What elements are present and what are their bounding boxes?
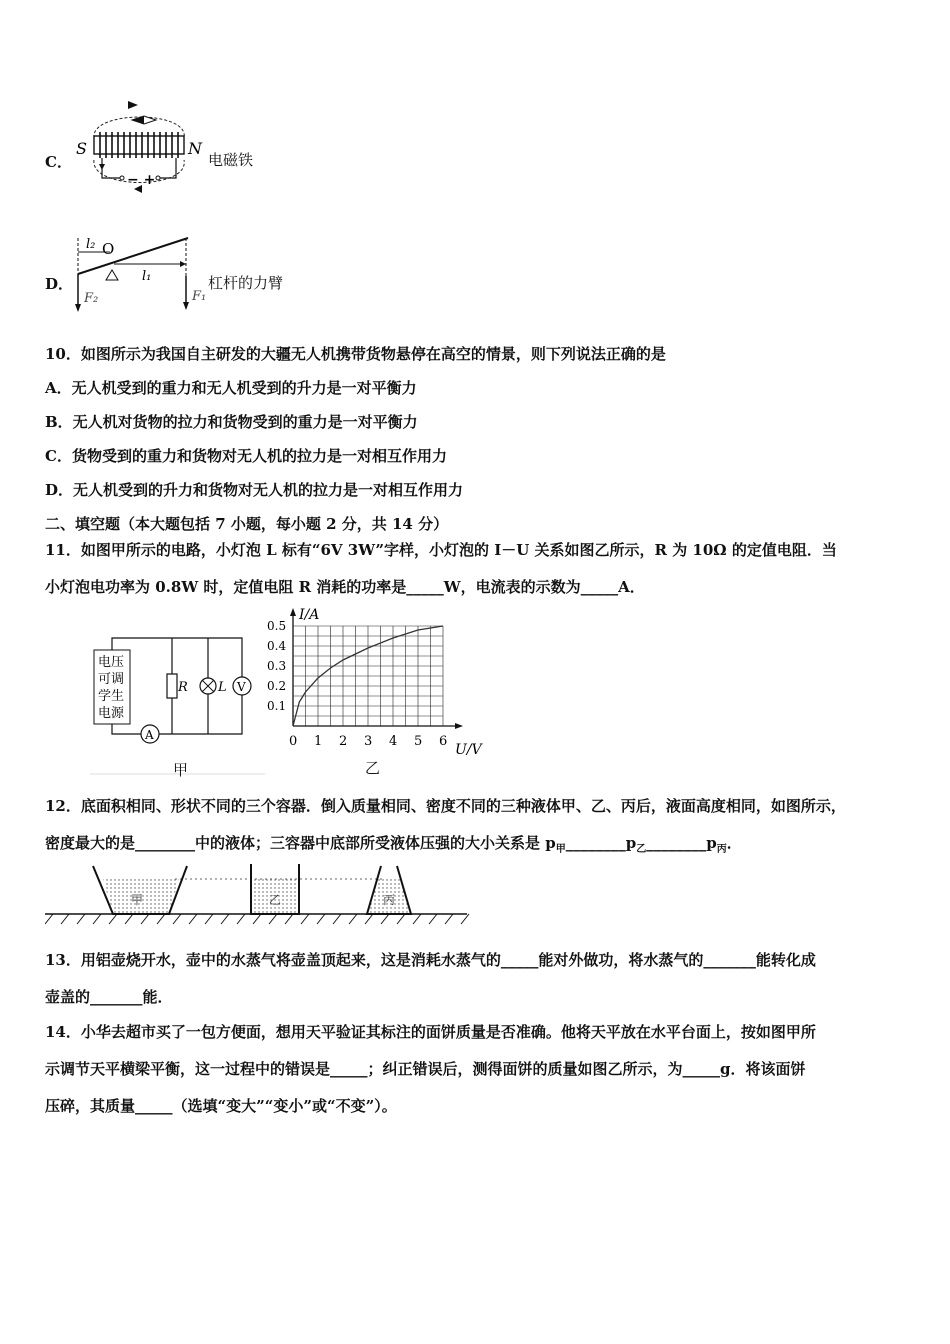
q10-option-c: C．货物受到的重力和货物对无人机的拉力是一对相互作用力 (45, 447, 447, 465)
circuit-figure (90, 628, 265, 778)
force-f2-label: F₂ (84, 291, 99, 306)
option-c-caption: 电磁铁 (208, 151, 254, 169)
x-tick-label: 1 (314, 734, 323, 749)
source-label-3: 学生 (98, 689, 125, 704)
sub-bing: 丙 (716, 844, 727, 855)
lever-figure (70, 228, 210, 313)
voltmeter-label: V (237, 680, 246, 694)
q14-line1: 14．小华去超市买了一包方便面，想用天平验证其标注的面饼质量是否准确。他将天平放在水平台面上，按如图甲所 (45, 1023, 816, 1041)
q10-option-b: B．无人机对货物的拉力和货物受到的重力是一对平衡力 (45, 413, 418, 431)
pole-s-label: S (76, 139, 87, 158)
y-tick-label: 0.2 (267, 679, 287, 693)
battery-sign-label: − + (127, 172, 156, 188)
y-axis-arrow (290, 608, 296, 616)
option-d-caption: 杠杆的力臂 (208, 274, 284, 292)
q10-option-d: D．无人机受到的升力和货物对无人机的拉力是一对相互作用力 (45, 481, 464, 499)
q12-line2-part-c: ________p (646, 834, 717, 852)
q14-line3: 压碎，其质量_____（选填“变大”“变小”或“不变”）。 (45, 1097, 397, 1115)
y-tick-label: 0.5 (267, 619, 287, 633)
pole-n-label: N (188, 139, 202, 158)
x-tick-label: 2 (339, 734, 348, 749)
arm-l2-label: l₂ (86, 237, 96, 252)
y-axis-label: I/A (299, 607, 320, 623)
source-label-1: 电压 (98, 655, 125, 670)
x-axis-label: U/V (455, 742, 482, 758)
container-yi-label: 乙 (269, 893, 282, 907)
x-tick-label: 4 (389, 734, 398, 749)
q14-line2: 示调节天平横梁平衡，这一过程中的错误是_____；纠正错误后，测得面饼的质量如图乙所示，为_____g．将该面饼 (45, 1060, 806, 1078)
q12-line2-part-d: ． (726, 834, 742, 852)
x-axis-arrow (455, 723, 463, 729)
resistor-r-label: R (178, 680, 188, 695)
sub-jia: 甲 (555, 844, 566, 855)
source-label-2: 可调 (98, 672, 125, 687)
lamp-l-label: L (218, 680, 227, 695)
arm-l1-label: l₁ (142, 269, 152, 284)
q12-line1: 12．底面积相同、形状不同的三个容器．倒入质量相同、密度不同的三种液体甲、乙、丙后，液面高度相同，如图所示， (45, 797, 846, 815)
x-tick-label: 6 (439, 734, 448, 749)
q12-line2 (45, 833, 742, 860)
x-tick-label: 0 (289, 734, 298, 749)
q13-line2: 壶盖的_______能． (45, 988, 173, 1006)
x-tick-label: 3 (364, 734, 373, 749)
force-f1-label: F₁ (192, 289, 207, 304)
containers-figure (45, 862, 470, 928)
y-tick-label: 0.4 (267, 639, 287, 653)
q12-line2-part-b: ________p (565, 834, 637, 852)
x-tick-label: 5 (414, 734, 423, 749)
y-tick-label: 0.1 (267, 699, 287, 713)
option-d-letter: D． (45, 275, 74, 293)
q13-line1: 13．用铝壶烧开水，壶中的水蒸气将壶盖顶起来，这是消耗水蒸气的_____能对外做功，将水蒸气的_______能转化成 (45, 951, 816, 969)
ammeter-label: A (145, 728, 154, 742)
fulcrum-o-label: O (102, 240, 115, 258)
q12-line2-part-a: 密度最大的是________中的液体；三容器中底部所受液体压强的大小关系是 p (45, 834, 556, 852)
q10-stem: 10．如图所示为我国自主研发的大疆无人机携带货物悬停在高空的情景，则下列说法正确的是 (45, 345, 666, 363)
q11-line1: 11．如图甲所示的电路，小灯泡 L 标有“6V 3W”字样，小灯泡的 I－U 关系如图乙所示，R 为 10Ω 的定值电阻．当 (45, 541, 837, 559)
figure-yi-label: 乙 (365, 759, 381, 777)
figure-jia-label: 甲 (173, 761, 189, 779)
q11-line2: 小灯泡电功率为 0.8W 时，定值电阻 R 消耗的功率是_____W，电流表的示数为_____A． (45, 578, 645, 596)
iu-chart (265, 604, 490, 774)
y-tick-label: 0.3 (267, 659, 287, 673)
q10-option-a: A．无人机受到的重力和无人机受到的升力是一对平衡力 (45, 379, 417, 397)
section-heading: 二、填空题（本大题包括 7 小题，每小题 2 分，共 14 分） (45, 515, 449, 533)
source-label-4: 电源 (98, 706, 125, 721)
option-c-letter: C． (45, 153, 72, 171)
sub-yi: 乙 (636, 844, 647, 855)
container-bing-label: 丙 (383, 893, 396, 907)
electromagnet-figure (72, 100, 212, 195)
container-jia-label: 甲 (131, 893, 144, 907)
